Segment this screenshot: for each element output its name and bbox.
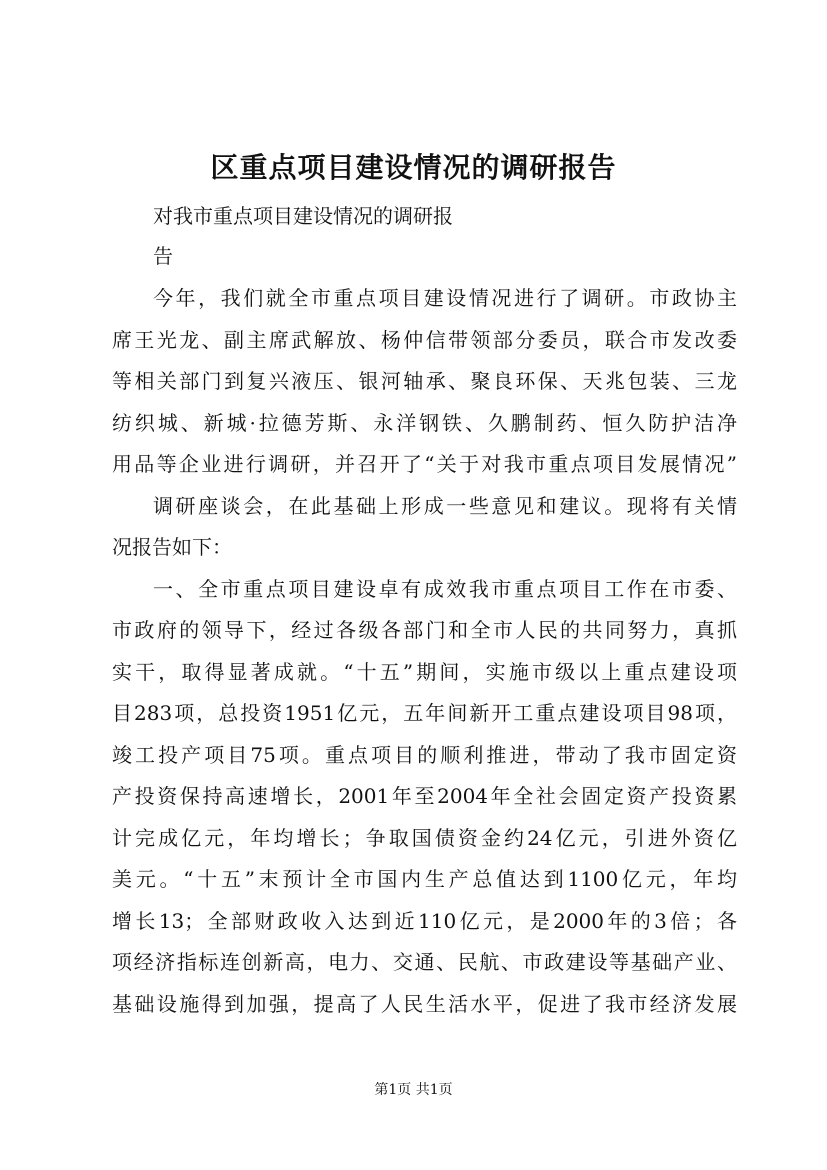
paragraph-3-line-11: 基础设施得到加强，提高了人民生活水平，促进了我市经济发展 <box>112 992 737 1016</box>
subtitle-line-2: 告 <box>153 244 173 268</box>
paragraph-3-line-9: 增长13；全部财政收入达到近110亿元，是2000年的3倍；各 <box>112 909 737 933</box>
document-title: 区重点项目建设情况的调研报告 <box>210 151 617 184</box>
paragraph-3-line-2: 市政府的领导下，经过各级各部门和全市人民的共同努力，真抓 <box>112 618 737 642</box>
paragraph-3-line-1: 一、全市重点项目建设卓有成效我市重点项目工作在市委、 <box>153 577 737 601</box>
paragraph-1-line-3: 等相关部门到复兴液压、银河轴承、聚良环保、天兆包装、三龙 <box>112 369 737 393</box>
paragraph-3-line-5: 竣工投产项目75项。重点项目的顺利推进，带动了我市固定资 <box>112 743 737 767</box>
paragraph-1-line-1: 今年，我们就全市重点项目建设情况进行了调研。市政协主 <box>153 286 737 310</box>
paragraph-2-line-1: 调研座谈会，在此基础上形成一些意见和建议。现将有关情 <box>153 494 737 518</box>
paragraph-3-line-6: 产投资保持高速增长，2001年至2004年全社会固定资产投资累 <box>112 784 737 808</box>
paragraph-1-line-4: 纺织城、新城·拉德芳斯、永洋钢铁、久鹏制药、恒久防护洁净 <box>112 411 737 435</box>
paragraph-2-line-2: 况报告如下： <box>112 535 232 559</box>
paragraph-1-line-2: 席王光龙、副主席武解放、杨仲信带领部分委员，联合市发改委 <box>112 328 737 352</box>
subtitle-line-1: 对我市重点项目建设情况的调研报 <box>153 204 453 228</box>
page-footer: 第1页 共1页 <box>374 1082 453 1098</box>
paragraph-3-line-8: 美元。“十五”末预计全市国内生产总值达到1100亿元，年均 <box>112 867 737 891</box>
paragraph-3-line-3: 实干，取得显著成就。“十五”期间，实施市级以上重点建设项 <box>112 660 737 684</box>
paragraph-3-line-4: 目283项，总投资1951亿元，五年间新开工重点建设项目98项， <box>112 701 737 725</box>
paragraph-3-line-10: 项经济指标连创新高，电力、交通、民航、市政建设等基础产业、 <box>112 950 737 974</box>
paragraph-3-line-7: 计完成亿元，年均增长；争取国债资金约24亿元，引进外资亿 <box>112 826 737 850</box>
paragraph-1-line-5: 用品等企业进行调研，并召开了“关于对我市重点项目发展情况” <box>112 452 737 476</box>
